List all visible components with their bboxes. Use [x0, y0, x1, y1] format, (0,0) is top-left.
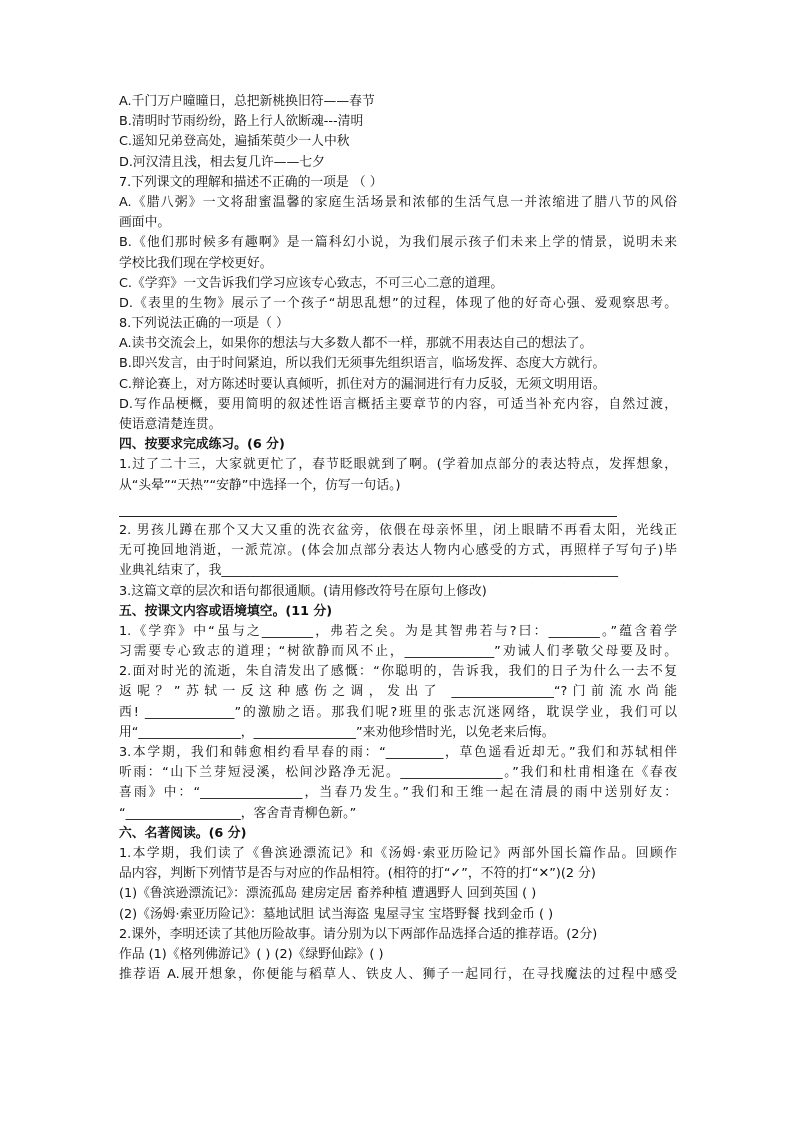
text-line: 返呢？”苏轼一反这种感伤之调，发出了 ________________“?门前流水尚能: [119, 684, 677, 700]
text-line: 作品 (1)《格列佛游记》( ) (2)《绿野仙踪》( ): [119, 946, 384, 962]
text-line: 7.下列课文的理解和描述不正确的一项是 （ ）: [119, 174, 383, 190]
text-line: A.读书交流会上，如果你的想法与大多数人都不一样，那就不用表达自己的想法了。: [119, 336, 593, 352]
text-line: 2. 男孩儿蹲在那个又大又重的洗衣盆旁，依偎在母亲怀里，闭上眼睛不再看太阳，光线正: [119, 522, 677, 538]
text-line: 画面中。: [119, 215, 171, 231]
text-line: B.清明时节雨纷纷，路上行人欲断魂---清明: [119, 114, 364, 130]
text-line: 用“________________，________________”来劝他珍惜时光，以免老来后悔。: [119, 724, 555, 740]
text-line: 西! ______________”的激励之语。那我们呢?班里的张志沉迷网络，耽误学业，我们可以: [119, 704, 677, 720]
text-line: 1.《学弈》中“虽与之________，弗若之矣。为是其智弗若与?曰：________。”蕴含着学: [119, 623, 677, 639]
text-line: D.河汉清且浅，相去复几许——七夕: [119, 154, 325, 170]
answer-blank-line: [119, 496, 617, 517]
text-line: D.写作品梗概，要用简明的叙述性语言概括主要章节的内容，可适当补充内容，自然过渡，: [119, 396, 677, 412]
text-line: C.辩论赛上，对方陈述时要认真倾听，抓住对方的漏洞进行有力反驳，无须文明用语。: [119, 376, 606, 392]
text-line: 听雨：“山下兰芽短浸溪，松间沙路净无泥。________________。”我们和杜甫相逢在《春夜: [119, 765, 677, 781]
text-line: C.《学弈》一文告诉我们学习应该专心致志，不可三心二意的道理。: [119, 275, 504, 291]
text-line: (1)《鲁滨逊漂流记》：漂流孤岛 建房定居 畜养种植 遭遇野人 回到英国 ( ): [119, 886, 537, 902]
text-line: 喜雨》中：“________________，当春乃发生。”我们和王维一起在清晨的雨中送别好友：: [119, 785, 677, 801]
text-line: 习需要专心致志的道理；“树欲静而风不止，______________”劝诫人们孝敬父母要及时。: [119, 644, 677, 660]
document-page: [119, 92, 677, 985]
text-line: “__________________，客舍青青柳色新。”: [119, 805, 357, 821]
section-heading: 六、名著阅读。(6 分): [119, 825, 247, 841]
text-line: 使语意清楚连贯。: [119, 417, 222, 432]
text-line: (2)《汤姆·索亚历险记》：墓地试胆 试当海盗 鬼屋寻宝 宝塔野餐 找到金币 ( ): [119, 906, 554, 922]
section-heading: 五、按课文内容或语境填空。(11 分): [119, 603, 333, 619]
text-line: C.遥知兄弟登高处，遍插茱萸少一人中秋: [119, 134, 350, 150]
text-line: 品内容，判断下列情节是否与对应的作品相符。(相符的打“✓”，不符的打“✕”)(2 分): [119, 866, 596, 882]
text-line: 1.本学期，我们读了《鲁滨逊漂流记》和《汤姆·索亚历险记》两部外国长篇作品。回顾作: [119, 845, 677, 861]
text-line: 从“头晕”“天热”“安静”中选择一个，仿写一句话。): [119, 477, 401, 493]
text-line: D.《表里的生物》展示了一个孩子“胡思乱想”的过程，体现了他的好奇心强、爱观察思考。: [119, 295, 677, 311]
text-line: 无可挽回地消逝，一派荒凉。(体会加点部分表达人物内心感受的方式，再照样子写句子)毕: [119, 543, 677, 559]
text-line: 3.本学期，我们和韩愈相约看早春的雨：“_________，草色遥看近却无。”我们和苏轼相伴: [119, 745, 677, 760]
text-line: 2.面对时光的流逝，朱自清发出了感慨：“你聪明的，告诉我，我们的日子为什么一去不复: [119, 664, 677, 680]
text-line: 推荐语 A.展开想象，你便能与稻草人、铁皮人、狮子一起同行，在寻找魔法的过程中感受: [119, 967, 677, 983]
text-line: 业典礼结束了，我______________________________________________________________: [119, 563, 619, 579]
text-line: 8.下列说法正确的一项是（ ）: [119, 316, 289, 332]
text-line: 1.过了二十三，大家就更忙了，春节眨眼就到了啊。(学着加点部分的表达特点，发挥想象，: [119, 457, 677, 473]
text-line: 3.这篇文章的层次和语句都很通顺。(请用修改符号在原句上修改): [119, 583, 487, 599]
text-line: 学校比我们现在学校更好。: [119, 255, 273, 271]
text-line: 2.课外，李明还读了其他历险故事。请分别为以下两部作品选择合适的推荐语。(2分): [119, 926, 598, 942]
text-line: B.即兴发言，由于时间紧迫，所以我们无须事先组织语言，临场发挥、态度大方就行。: [119, 356, 606, 372]
text-line: B.《他们那时候多有趣啊》是一篇科幻小说，为我们展示孩子们未来上学的情景，说明未来: [119, 235, 677, 251]
text-line: A.千门万户曈曈日，总把新桃换旧符——春节: [119, 94, 375, 109]
section-heading: 四、按要求完成练习。(6 分): [119, 437, 285, 453]
text-line: A.《腊八粥》一文将甜蜜温馨的家庭生活场景和浓郁的生活气息一并浓缩进了腊八节的风俗: [119, 194, 677, 210]
